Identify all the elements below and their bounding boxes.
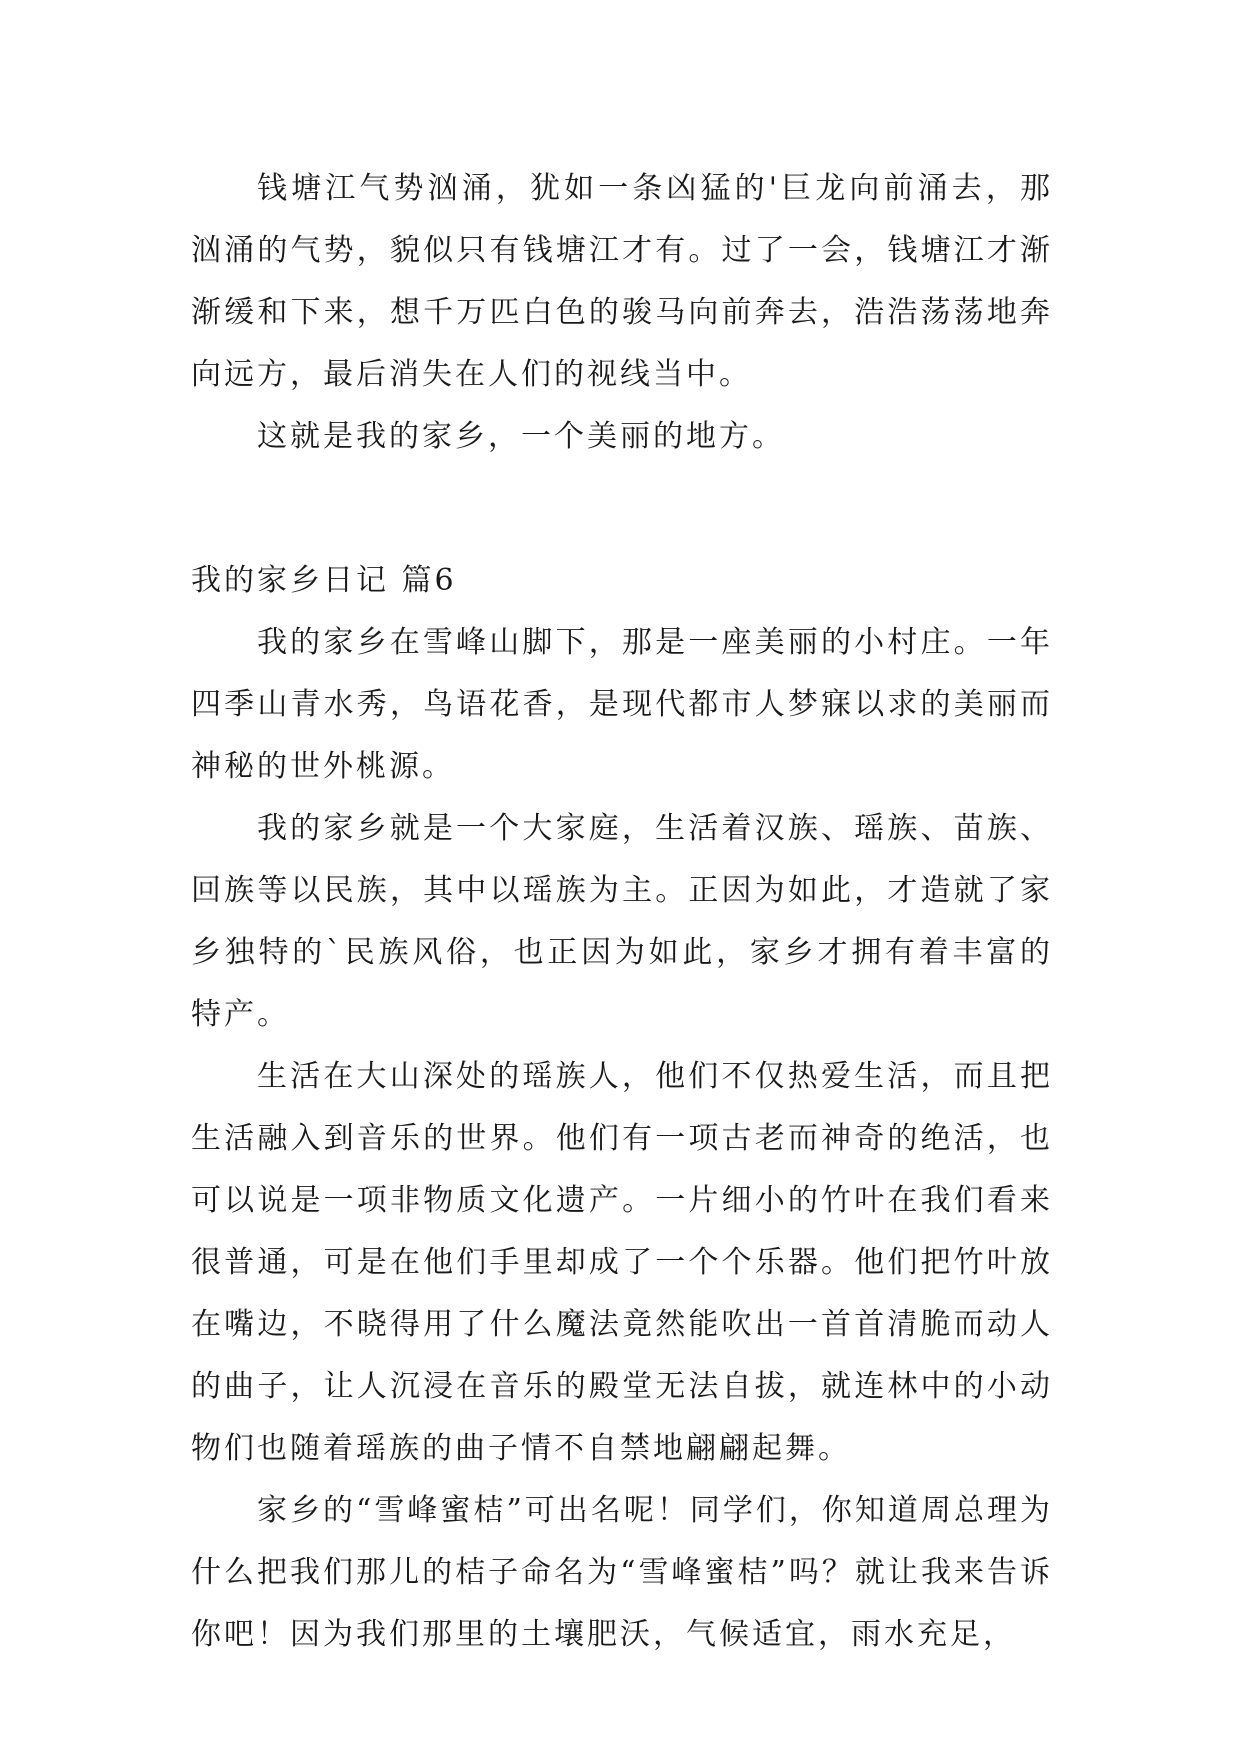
paragraph-yao-music: 生活在大山深处的瑶族人，他们不仅热爱生活，而且把生活融入到音乐的世界。他们有一项古老而神奇的绝活，也可以说是一项非物质文化遗产。一片细小的竹叶在我们看来很普通，可是在他们手里却成了一个个乐器。他们把竹叶放在嘴边，不晓得用了什么魔法竟然能吹出一首首清脆而动人的曲子，让人沉浸在音乐的殿堂无法自拔，就连林中的小动物们也随着瑶族的曲子情不自禁地翩翩起舞。: [191, 1059, 1053, 1466]
paragraph-qiantang-river: 钱塘江气势汹涌，犹如一条凶猛的'巨龙向前涌去，那汹涌的气势，貌似只有钱塘江才有。过了一会，钱塘江才渐渐缓和下来，想千万匹白色的骏马向前奔去，浩浩荡荡地奔向远方，最后消失在人们的视线当中。: [191, 171, 1053, 392]
paragraph-xuefeng-oranges: 家乡的“雪峰蜜桔”可出名呢！同学们，你知道周总理为什么把我们那儿的桔子命名为“雪峰蜜桔”吗？就让我来告诉你吧！因为我们那里的土壤肥沃，气候适宜，雨水充足，: [191, 1493, 1053, 1652]
paragraph-xuefeng-village: 我的家乡在雪峰山脚下，那是一座美丽的小村庄。一年四季山青水秀，鸟语花香，是现代都市人梦寐以求的美丽而神秘的世外桃源。: [191, 625, 1053, 784]
document-body: [191, 158, 1053, 1666]
section-heading: 我的家乡日记 篇6: [191, 563, 457, 598]
paragraph-ethnic-groups: 我的家乡就是一个大家庭，生活着汉族、瑶族、苗族、回族等以民族，其中以瑶族为主。正因为如此，才造就了家乡独特的`民族风俗，也正因为如此，家乡才拥有着丰富的特产。: [191, 811, 1053, 1032]
paragraph-hometown-summary: 这就是我的家乡，一个美丽的地方。: [257, 419, 785, 454]
